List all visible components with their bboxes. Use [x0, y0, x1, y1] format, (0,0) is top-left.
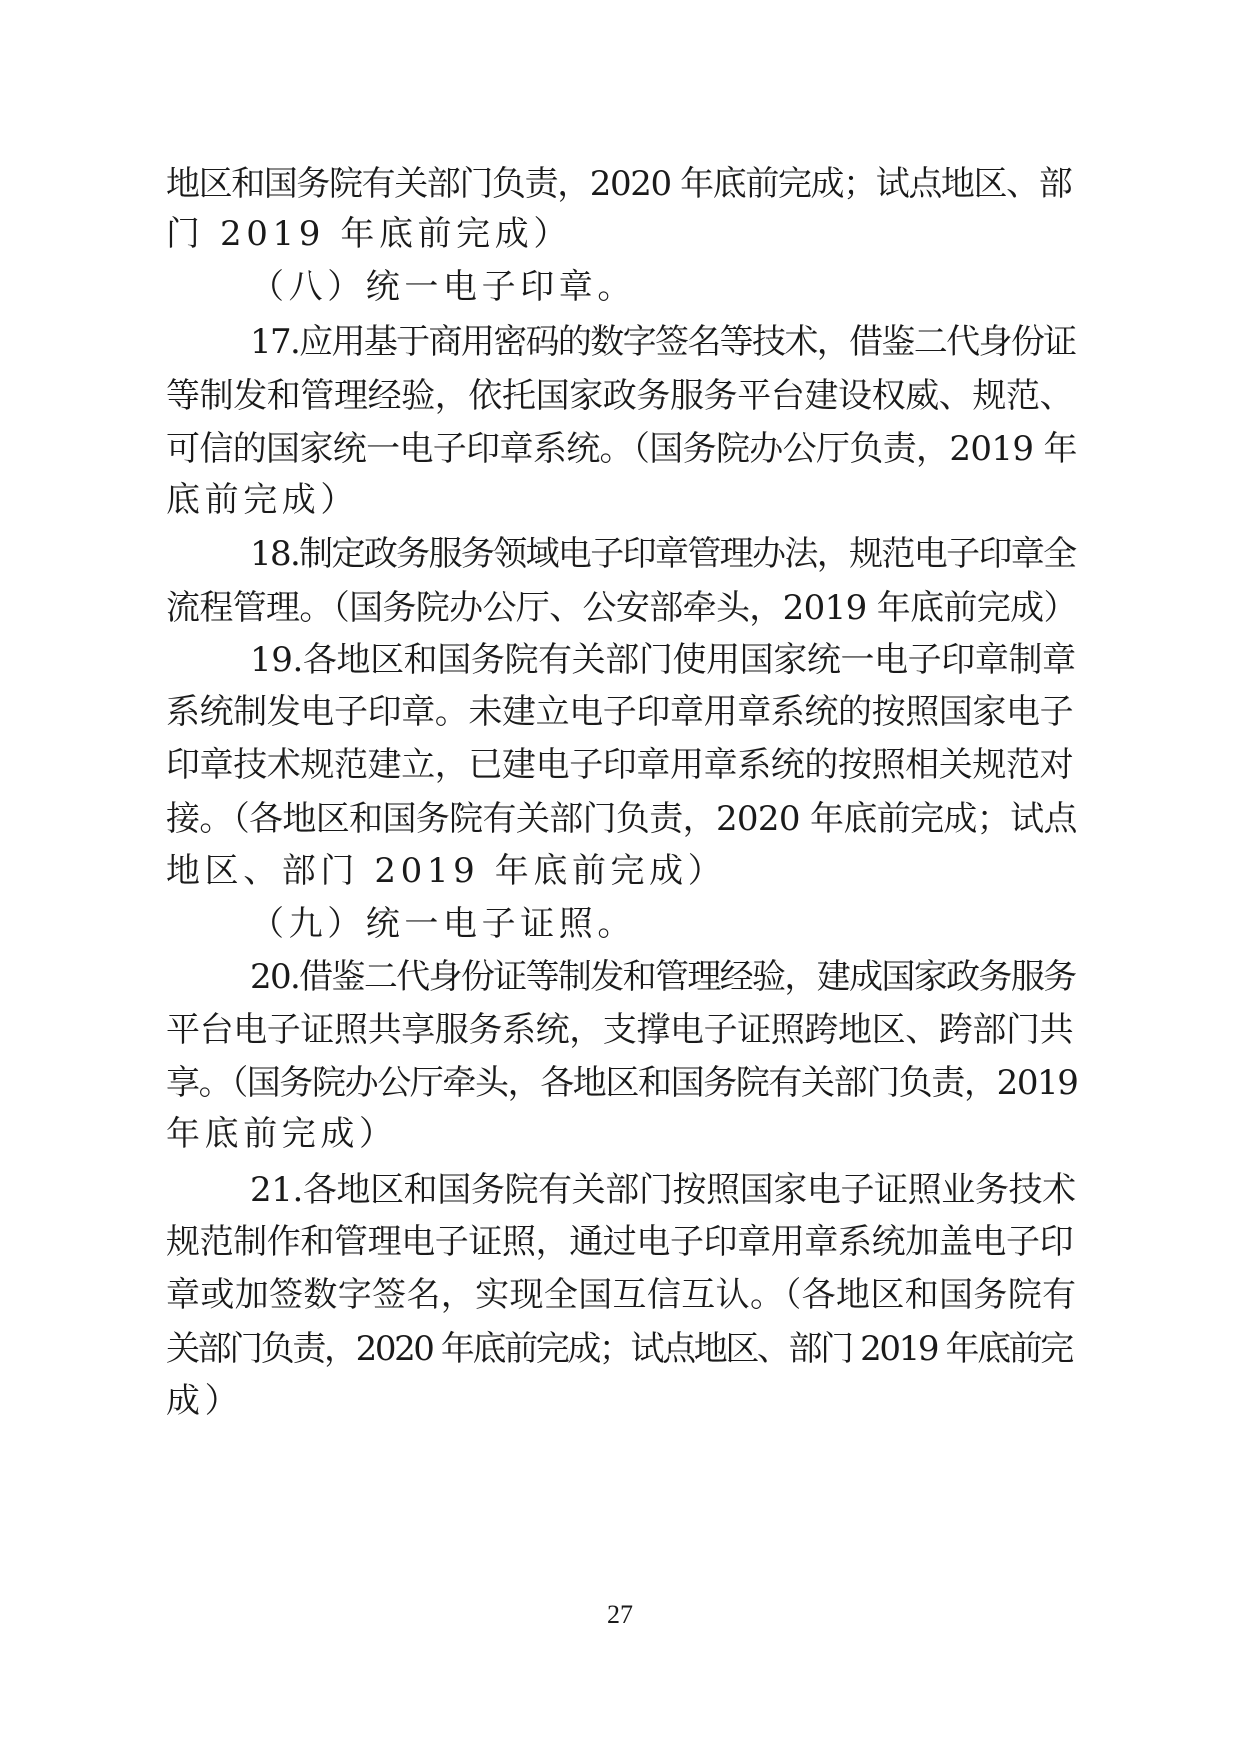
text-line: 关部门负责，2020 年底前完成；试点地区、部门 2019 年底前完 — [166, 1329, 1072, 1369]
text-line: 19.各地区和国务院有关部门使用国家统一电子印章制章 — [250, 640, 1076, 680]
text-line: 17.应用基于商用密码的数字签名等技术，借鉴二代身份证 — [250, 322, 1076, 362]
text-line: 享。（国务院办公厅牵头，各地区和国务院有关部门负责，2019 — [166, 1063, 1078, 1103]
text-line: 底前完成） — [166, 480, 359, 520]
text-line: 20.借鉴二代身份证等制发和管理经验，建成国家政务服务 — [250, 957, 1076, 997]
text-line: 年底前完成） — [166, 1114, 398, 1154]
section-heading: （九）统一电子证照。 — [250, 904, 636, 944]
text-line: 流程管理。（国务院办公厅、公安部牵头，2019 年底前完成） — [166, 588, 1077, 628]
text-line: 系统制发电子印章。未建立电子印章用章系统的按照国家电子 — [166, 692, 1074, 732]
text-line: 章或加签数字签名，实现全国互信互认。（各地区和国务院有 — [166, 1275, 1077, 1315]
text-line: 门 2019 年底前完成） — [166, 214, 572, 254]
text-line: 等制发和管理经验，依托国家政务服务平台建设权威、规范、 — [166, 376, 1074, 416]
text-line: 可信的国家统一电子印章系统。（国务院办公厅负责，2019 年 — [166, 429, 1077, 469]
text-line: 18.制定政务服务领域电子印章管理办法，规范电子印章全 — [250, 534, 1076, 574]
text-line: 印章技术规范建立，已建电子印章用章系统的按照相关规范对 — [166, 745, 1074, 785]
text-line: 地区、部门 2019 年底前完成） — [166, 851, 727, 891]
text-line: 平台电子证照共享服务系统，支撑电子证照跨地区、跨部门共 — [166, 1010, 1074, 1050]
text-line: 规范制作和管理电子证照，通过电子印章用章系统加盖电子印 — [166, 1222, 1074, 1262]
text-line: 成） — [166, 1381, 244, 1421]
text-line: 地区和国务院有关部门负责，2020 年底前完成；试点地区、部 — [166, 164, 1072, 204]
section-heading: （八）统一电子印章。 — [250, 267, 636, 307]
page-number: 27 — [607, 1600, 633, 1629]
text-line: 接。（各地区和国务院有关部门负责，2020 年底前完成；试点 — [166, 799, 1077, 839]
text-line: 21.各地区和国务院有关部门按照国家电子证照业务技术 — [250, 1170, 1076, 1210]
